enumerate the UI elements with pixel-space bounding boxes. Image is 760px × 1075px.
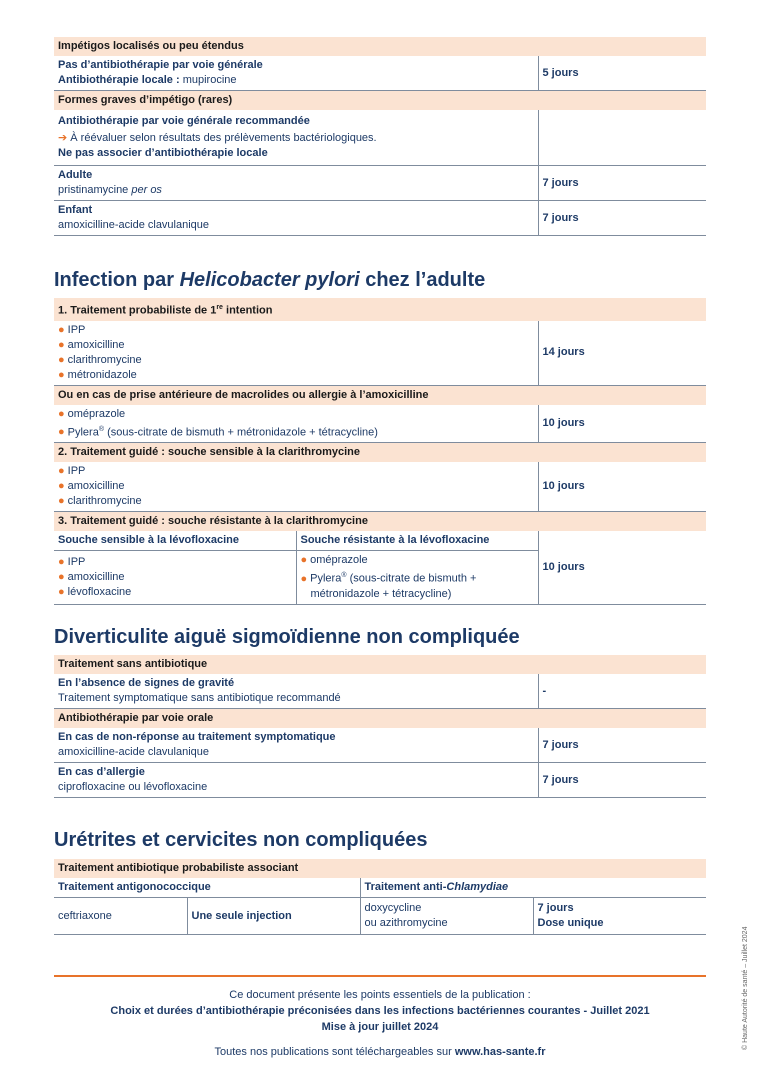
- drug-cell: ceftriaxone: [54, 898, 187, 935]
- duration-cell: 7 jours: [538, 166, 706, 201]
- section-header: [54, 91, 706, 111]
- list-item: ● IPP: [58, 556, 86, 569]
- footer-publication-title: Choix et durées d’antibiothérapie préconisées dans les infections bactériennes courantes - Juillet 2021: [110, 1005, 650, 1017]
- dose-cell: Une seule injection: [187, 898, 360, 935]
- row-label: En l’absence de signes de gravité: [58, 677, 235, 689]
- diverticulite-table: [54, 655, 706, 798]
- list-item: ● clarithromycine: [58, 495, 142, 508]
- list-item: ● Pylera® (sous-citrate de bismuth + métronidazole + tétracycline): [58, 425, 378, 439]
- table-row: [54, 898, 706, 935]
- row-label-bold: Antibiothérapie locale :: [58, 74, 180, 86]
- duration-cell: 5 jours: [538, 56, 706, 91]
- website-link[interactable]: www.has-sante.fr: [454, 1046, 546, 1058]
- section-title: Formes graves d’impétigo (rares): [54, 91, 706, 111]
- section-header: [54, 709, 706, 729]
- row-text: mupirocine: [179, 74, 237, 86]
- section-header: [54, 443, 706, 463]
- duration-cell: 7 jours: [538, 763, 706, 798]
- row-label: Antibiothérapie par voie générale recommandée: [58, 115, 310, 127]
- section-title: Ou en cas de prise antérieure de macrolides ou allergie à l’amoxicilline: [54, 385, 706, 405]
- footer-link-line: Toutes nos publications sont téléchargeables sur www.has-sante.fr: [214, 1046, 546, 1058]
- section-header: [54, 298, 706, 321]
- copyright-vertical: © Haute Autorité de santé – Juillet 2024: [742, 926, 749, 1050]
- table-row: [54, 110, 706, 166]
- hpylori-table-block: [54, 298, 706, 605]
- section-header: [54, 385, 706, 405]
- duration-line: 7 jours: [537, 902, 574, 914]
- drug-line: ou azithromycine: [364, 917, 448, 929]
- table-row: [54, 462, 706, 512]
- subheader-row: [54, 531, 706, 551]
- duration-cell: 10 jours: [538, 462, 706, 512]
- section-header: [54, 655, 706, 674]
- table-row: [54, 405, 706, 443]
- diverticulite-table-block: [54, 655, 706, 798]
- column-header: Traitement anti-Chlamydiae: [360, 878, 706, 898]
- footer-line1: Ce document présente les points essentiels de la publication :: [229, 989, 531, 1001]
- arrow-icon: ➔: [58, 132, 68, 144]
- section-heading-diverticulite: Diverticulite aiguë sigmoïdienne non compliquée: [54, 626, 520, 648]
- row-label: En cas d’allergie: [58, 766, 145, 778]
- row-label: Enfant: [58, 204, 93, 216]
- duration-cell: [538, 110, 706, 166]
- duration-cell: 7 jours: [538, 728, 706, 763]
- row-label: Pas d’antibiothérapie par voie générale: [58, 59, 263, 71]
- table-row: [54, 321, 706, 386]
- list-item: ● IPP: [58, 323, 86, 336]
- column-header: Traitement antigonococcique: [54, 878, 360, 898]
- section-title: Traitement antibiotique probabiliste associant: [54, 859, 706, 878]
- row-text: À réévaluer selon résultats des prélèvements bactériologiques.: [67, 132, 377, 144]
- list-item: ● amoxicilline: [58, 480, 125, 493]
- section-header: [54, 859, 706, 878]
- table-row: [54, 201, 706, 236]
- row-text: pristinamycine: [58, 184, 132, 196]
- section-heading-uretrites: Urétrites et cervicites non compliquées: [54, 829, 428, 851]
- duration-cell: 10 jours: [538, 405, 706, 443]
- table-row: [54, 674, 706, 709]
- table-row: [54, 166, 706, 201]
- list-item: ● amoxicilline: [58, 338, 125, 351]
- row-text: amoxicilline-acide clavulanique: [58, 219, 210, 231]
- column-header: Souche résistante à la lévofloxacine: [296, 531, 538, 551]
- section-header: [54, 37, 706, 56]
- row-text: amoxicilline-acide clavulanique: [58, 746, 210, 758]
- section-title: 2. Traitement guidé : souche sensible à la clarithromycine: [54, 443, 706, 463]
- column-header: Souche sensible à la lévofloxacine: [54, 531, 296, 551]
- section-title: 3. Traitement guidé : souche résistante à la clarithromycine: [54, 512, 706, 532]
- uretrites-table-block: [54, 859, 706, 935]
- row-text-italic: per os: [131, 184, 162, 196]
- list-item: ● oméprazole: [58, 407, 126, 420]
- list-item-continuation: métronidazole + tétracycline): [310, 587, 452, 600]
- duration-cell: 14 jours: [538, 321, 706, 386]
- list-item: ● IPP: [58, 465, 86, 478]
- duration-cell: -: [538, 674, 706, 709]
- impetigo-table-block: [54, 37, 706, 236]
- row-label: En cas de non-réponse au traitement symptomatique: [58, 731, 336, 743]
- section-heading-hpylori: Infection par Helicobacter pylori chez l’adulte: [54, 269, 486, 291]
- impetigo-table: [54, 37, 706, 236]
- row-label: Ne pas associer d’antibiothérapie locale: [58, 147, 268, 159]
- table-row: [54, 728, 706, 763]
- row-label: Adulte: [58, 169, 93, 181]
- hpylori-table: [54, 298, 706, 605]
- footer-text: [54, 987, 706, 1035]
- list-item: ● métronidazole: [58, 368, 137, 381]
- footer-update: Mise à jour juillet 2024: [321, 1021, 439, 1033]
- list-item: ● oméprazole: [300, 554, 368, 567]
- list-item: ● amoxicilline: [58, 571, 125, 584]
- table-row: [54, 763, 706, 798]
- section-title: Antibiothérapie par voie orale: [54, 709, 706, 729]
- list-item: ● clarithromycine: [58, 353, 142, 366]
- footer-divider: [54, 975, 706, 977]
- duration-cell: 10 jours: [538, 531, 706, 604]
- subheader-row: [54, 878, 706, 898]
- uretrites-table: [54, 859, 706, 935]
- list-item: ● Pylera® (sous-citrate de bismuth +: [300, 572, 477, 585]
- list-item: ● lévofloxacine: [58, 586, 132, 599]
- section-header: [54, 512, 706, 532]
- section-title: 1. Traitement probabiliste de 1re intention: [54, 298, 706, 321]
- duration-cell: 7 jours: [538, 201, 706, 236]
- drug-line: doxycycline: [364, 902, 422, 914]
- section-title: Impétigos localisés ou peu étendus: [54, 37, 706, 56]
- row-text: Traitement symptomatique sans antibiotique recommandé: [58, 692, 341, 704]
- section-title: Traitement sans antibiotique: [54, 655, 706, 674]
- row-text: ciprofloxacine ou lévofloxacine: [58, 781, 208, 793]
- duration-line: Dose unique: [537, 917, 604, 929]
- table-row: [54, 56, 706, 91]
